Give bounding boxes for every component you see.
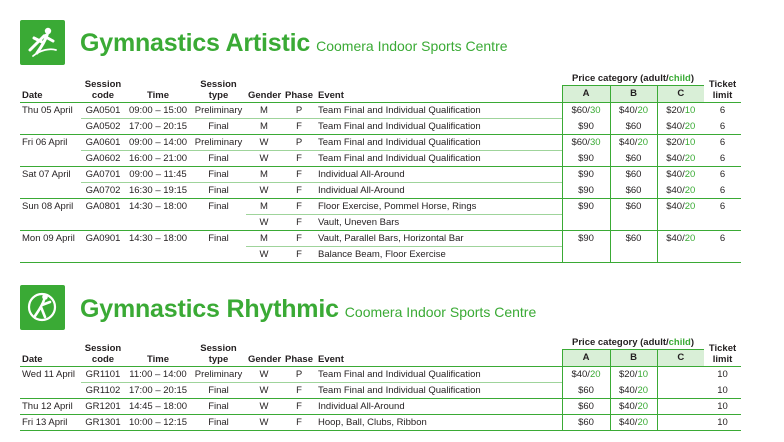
cell-time: 09:00 – 15:00 bbox=[125, 103, 191, 119]
table-row bbox=[20, 119, 741, 135]
cell-session-code: GA0501 bbox=[81, 103, 125, 119]
col-event: Event bbox=[318, 353, 344, 365]
cell-gender: W bbox=[246, 247, 282, 263]
cell-event: Floor Exercise, Pommel Horse, Rings bbox=[316, 199, 562, 215]
cell-price-c bbox=[657, 415, 704, 431]
cell-gender: W bbox=[246, 367, 282, 383]
cell-gender: W bbox=[246, 135, 282, 151]
cell-date: Sun 08 April bbox=[20, 199, 81, 215]
cell-ticket-limit: 10 bbox=[704, 415, 741, 431]
cell-phase: F bbox=[282, 415, 316, 431]
col-price-a: A bbox=[562, 350, 610, 367]
cell-ticket-limit: 6 bbox=[704, 231, 741, 247]
cell-ticket-limit: 6 bbox=[704, 167, 741, 183]
cell-price-b: $40/20 bbox=[610, 399, 657, 415]
table-row bbox=[20, 367, 741, 383]
cell-gender: W bbox=[246, 215, 282, 231]
table-row bbox=[20, 135, 741, 151]
cell-date: Thu 12 April bbox=[20, 399, 81, 415]
cell-session-code: GA0901 bbox=[81, 231, 125, 247]
cell-ticket-limit: 6 bbox=[704, 199, 741, 215]
cell-event: Team Final and Individual Qualification bbox=[316, 383, 562, 399]
table-row bbox=[20, 103, 741, 119]
table-row bbox=[20, 151, 741, 167]
cell-date bbox=[20, 247, 81, 263]
cell-time: 17:00 – 20:15 bbox=[125, 119, 191, 135]
cell-phase: F bbox=[282, 383, 316, 399]
cell-gender: M bbox=[246, 167, 282, 183]
cell-date: Mon 09 April bbox=[20, 231, 81, 247]
cell-price-c: $40/20 bbox=[657, 231, 704, 247]
cell-event: Hoop, Ball, Clubs, Ribbon bbox=[316, 415, 562, 431]
cell-date: Wed 11 April bbox=[20, 367, 81, 383]
cell-phase: F bbox=[282, 183, 316, 199]
cell-price-b: $60 bbox=[610, 167, 657, 183]
cell-event: Individual All-Around bbox=[316, 399, 562, 415]
col-price-c: C bbox=[657, 350, 704, 367]
cell-price-b: $40/20 bbox=[610, 135, 657, 151]
cell-gender: M bbox=[246, 103, 282, 119]
cell-event: Team Final and Individual Qualification bbox=[316, 151, 562, 167]
cell-time bbox=[125, 215, 191, 231]
cell-date: Fri 06 April bbox=[20, 135, 81, 151]
cell-price-a: $90 bbox=[562, 151, 610, 167]
cell-price-a: $90 bbox=[562, 231, 610, 247]
cell-session-code bbox=[81, 247, 125, 263]
col-price-a: A bbox=[562, 86, 610, 103]
cell-session-code: GR1102 bbox=[81, 383, 125, 399]
cell-session-code: GR1301 bbox=[81, 415, 125, 431]
rhythmic-venue: Coomera Indoor Sports Centre bbox=[344, 304, 537, 320]
cell-phase: F bbox=[282, 231, 316, 247]
cell-date bbox=[20, 215, 81, 231]
col-phase: Phase bbox=[285, 353, 313, 365]
cell-session-type: Final bbox=[191, 415, 246, 431]
cell-price-a: $90 bbox=[562, 119, 610, 135]
table-row bbox=[20, 383, 741, 399]
cell-price-c bbox=[657, 247, 704, 263]
cell-price-c: $40/20 bbox=[657, 119, 704, 135]
col-ticket-limit: Ticket limit bbox=[708, 343, 737, 365]
cell-date bbox=[20, 119, 81, 135]
artistic-title bbox=[80, 29, 508, 58]
cell-session-code: GA0602 bbox=[81, 151, 125, 167]
col-session-code: Session code bbox=[84, 343, 122, 365]
cell-event: Vault, Uneven Bars bbox=[316, 215, 562, 231]
cell-price-b: $20/10 bbox=[610, 367, 657, 383]
cell-time: 17:00 – 20:15 bbox=[125, 383, 191, 399]
col-session-code: Session code bbox=[84, 79, 122, 101]
cell-time: 14:30 – 18:00 bbox=[125, 199, 191, 215]
cell-price-a: $60 bbox=[562, 383, 610, 399]
cell-price-a: $60/30 bbox=[562, 103, 610, 119]
cell-phase: P bbox=[282, 367, 316, 383]
col-time: Time bbox=[146, 353, 169, 365]
cell-price-a: $60 bbox=[562, 399, 610, 415]
cell-price-a: $90 bbox=[562, 183, 610, 199]
cell-phase: F bbox=[282, 399, 316, 415]
cell-price-a: $90 bbox=[562, 167, 610, 183]
cell-phase: F bbox=[282, 199, 316, 215]
cell-session-type: Preliminary bbox=[191, 135, 246, 151]
cell-date bbox=[20, 151, 81, 167]
cell-date: Sat 07 April bbox=[20, 167, 81, 183]
col-session-type: Session type bbox=[200, 79, 237, 101]
cell-price-b: $40/20 bbox=[610, 415, 657, 431]
cell-session-code: GA0502 bbox=[81, 119, 125, 135]
cell-time: 14:45 – 18:00 bbox=[125, 399, 191, 415]
col-price-c: C bbox=[657, 86, 704, 103]
cell-ticket-limit bbox=[704, 215, 741, 231]
rhythmic-body bbox=[20, 367, 741, 431]
col-price-category: Price category (adult/child) bbox=[562, 333, 704, 350]
cell-price-c: $20/10 bbox=[657, 135, 704, 151]
cell-price-c bbox=[657, 215, 704, 231]
cell-price-a bbox=[562, 215, 610, 231]
cell-price-b: $60 bbox=[610, 183, 657, 199]
col-price-b: B bbox=[610, 86, 657, 103]
cell-date bbox=[20, 183, 81, 199]
cell-price-a bbox=[562, 247, 610, 263]
col-price-category: Price category (adult/child) bbox=[562, 69, 704, 86]
cell-session-code: GA0601 bbox=[81, 135, 125, 151]
cell-time: 09:00 – 11:45 bbox=[125, 167, 191, 183]
cell-price-b: $60 bbox=[610, 151, 657, 167]
cell-ticket-limit: 10 bbox=[704, 399, 741, 415]
cell-price-a: $90 bbox=[562, 199, 610, 215]
cell-time: 16:00 – 21:00 bbox=[125, 151, 191, 167]
col-gender: Gender bbox=[248, 353, 282, 365]
artistic-schedule-table bbox=[20, 69, 741, 263]
cell-session-type bbox=[191, 247, 246, 263]
cell-session-code: GR1101 bbox=[81, 367, 125, 383]
cell-ticket-limit: 6 bbox=[719, 152, 726, 164]
cell-price-c: $20/10 bbox=[657, 103, 704, 119]
cell-ticket-limit bbox=[704, 247, 741, 263]
rhythmic-schedule-table bbox=[20, 333, 741, 431]
cell-price-c bbox=[657, 367, 704, 383]
cell-gender: M bbox=[246, 231, 282, 247]
cell-price-b: $60 bbox=[610, 231, 657, 247]
cell-event: Individual All-Around bbox=[316, 167, 562, 183]
cell-session-type: Final bbox=[191, 199, 246, 215]
cell-session-code: GA0702 bbox=[81, 183, 125, 199]
rhythmic-gymnast-icon bbox=[20, 285, 65, 330]
cell-session-code: GA0801 bbox=[81, 199, 125, 215]
cell-time: 09:00 – 14:00 bbox=[125, 135, 191, 151]
col-date: Date bbox=[22, 89, 43, 101]
cell-price-b: $60 bbox=[610, 199, 657, 215]
cell-event: Team Final and Individual Qualification bbox=[316, 367, 562, 383]
cell-time: 11:00 – 14:00 bbox=[125, 367, 191, 383]
cell-event: Team Final and Individual Qualification bbox=[316, 103, 562, 119]
artistic-body bbox=[20, 103, 741, 263]
cell-phase: P bbox=[282, 135, 316, 151]
col-time: Time bbox=[146, 89, 169, 101]
cell-event: Team Final and Individual Qualification bbox=[316, 135, 562, 151]
cell-price-b: $60 bbox=[610, 119, 657, 135]
cell-time: 16:30 – 19:15 bbox=[125, 183, 191, 199]
cell-session-type: Preliminary bbox=[191, 367, 246, 383]
cell-gender: W bbox=[246, 151, 282, 167]
table-row bbox=[20, 199, 741, 215]
cell-price-b: $40/20 bbox=[610, 383, 657, 399]
cell-date: Fri 13 April bbox=[20, 415, 81, 431]
cell-gender: W bbox=[246, 399, 282, 415]
table-row bbox=[20, 167, 741, 183]
cell-price-b: $40/20 bbox=[610, 103, 657, 119]
cell-price-c bbox=[657, 399, 704, 415]
artistic-gymnast-icon bbox=[20, 20, 65, 65]
cell-ticket-limit: 6 bbox=[704, 135, 741, 151]
cell-date bbox=[20, 383, 81, 399]
cell-phase: F bbox=[282, 151, 316, 167]
table-row bbox=[20, 415, 741, 431]
cell-price-b bbox=[610, 215, 657, 231]
cell-session-type: Final bbox=[191, 231, 246, 247]
cell-ticket-limit: 6 bbox=[719, 120, 726, 132]
col-event: Event bbox=[318, 89, 344, 101]
cell-phase: P bbox=[282, 103, 316, 119]
rhythmic-title bbox=[80, 295, 536, 324]
col-gender: Gender bbox=[248, 89, 282, 101]
cell-price-b bbox=[610, 247, 657, 263]
cell-phase: F bbox=[282, 119, 316, 135]
cell-session-type: Final bbox=[191, 399, 246, 415]
artistic-title-text: Gymnastics Artistic bbox=[80, 29, 311, 57]
cell-ticket-limit: 10 bbox=[717, 384, 728, 396]
col-price-b: B bbox=[610, 350, 657, 367]
cell-session-type: Final bbox=[191, 167, 246, 183]
table-row bbox=[20, 215, 741, 231]
table-row bbox=[20, 231, 741, 247]
cell-gender: M bbox=[246, 199, 282, 215]
cell-phase: F bbox=[282, 167, 316, 183]
col-date: Date bbox=[22, 353, 43, 365]
cell-event: Vault, Parallel Bars, Horizontal Bar bbox=[316, 231, 562, 247]
cell-session-type: Preliminary bbox=[191, 103, 246, 119]
artistic-header-row-1 bbox=[20, 69, 741, 86]
cell-session-type: Final bbox=[191, 151, 246, 167]
col-session-type: Session type bbox=[200, 343, 237, 365]
cell-price-a: $60 bbox=[562, 415, 610, 431]
cell-price-a: $40/20 bbox=[562, 367, 610, 383]
cell-date: Thu 05 April bbox=[20, 103, 81, 119]
cell-gender: W bbox=[246, 383, 282, 399]
cell-session-type: Final bbox=[191, 383, 246, 399]
table-row bbox=[20, 183, 741, 199]
cell-gender: W bbox=[246, 183, 282, 199]
rhythmic-title-text: Gymnastics Rhythmic bbox=[80, 295, 339, 323]
cell-session-type: Final bbox=[191, 183, 246, 199]
cell-phase: F bbox=[282, 247, 316, 263]
cell-price-c: $40/20 bbox=[657, 199, 704, 215]
cell-session-type bbox=[191, 215, 246, 231]
cell-time bbox=[125, 247, 191, 263]
cell-price-c: $40/20 bbox=[657, 183, 704, 199]
cell-ticket-limit: 10 bbox=[704, 367, 741, 383]
artistic-venue: Coomera Indoor Sports Centre bbox=[316, 38, 508, 54]
cell-session-code: GA0701 bbox=[81, 167, 125, 183]
cell-price-c: $40/20 bbox=[657, 167, 704, 183]
cell-time: 10:00 – 12:15 bbox=[125, 415, 191, 431]
table-row bbox=[20, 399, 741, 415]
rhythmic-header-row-1 bbox=[20, 333, 741, 350]
cell-session-code: GR1201 bbox=[81, 399, 125, 415]
cell-phase: F bbox=[282, 215, 316, 231]
cell-time: 14:30 – 18:00 bbox=[125, 231, 191, 247]
cell-ticket-limit: 6 bbox=[719, 184, 726, 196]
table-row bbox=[20, 247, 741, 263]
cell-gender: W bbox=[246, 415, 282, 431]
cell-ticket-limit: 6 bbox=[704, 103, 741, 119]
cell-event: Individual All-Around bbox=[316, 183, 562, 199]
col-ticket-limit: Ticket limit bbox=[708, 79, 737, 101]
col-phase: Phase bbox=[285, 89, 313, 101]
cell-price-c bbox=[657, 383, 704, 399]
cell-session-code bbox=[81, 215, 125, 231]
cell-price-a: $60/30 bbox=[562, 135, 610, 151]
cell-event: Balance Beam, Floor Exercise bbox=[316, 247, 562, 263]
cell-session-type: Final bbox=[191, 119, 246, 135]
cell-event: Team Final and Individual Qualification bbox=[316, 119, 562, 135]
cell-price-c: $40/20 bbox=[657, 151, 704, 167]
cell-gender: M bbox=[246, 119, 282, 135]
